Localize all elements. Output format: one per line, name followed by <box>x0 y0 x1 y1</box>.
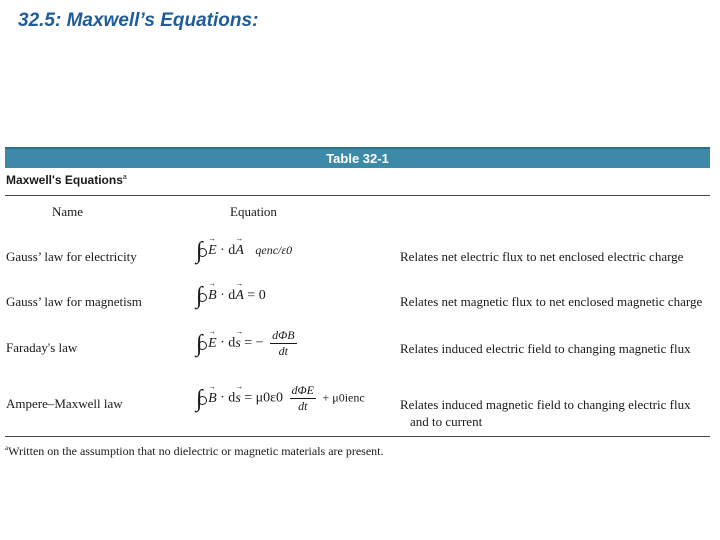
ampere-tail: + μ0ienc <box>322 390 365 405</box>
ampere-mid: = μ0ε0 <box>244 390 284 406</box>
row-name-faraday: Faraday's law <box>6 340 78 355</box>
ampere-denominator: dt <box>298 399 308 413</box>
faraday-rhs: = − <box>244 335 264 351</box>
row-desc-gauss-electricity: Relates net electric flux to net enclosed electric charge <box>400 249 684 264</box>
row-desc-faraday: Relates induced electric field to changing magnetic flux <box>400 341 691 356</box>
table-banner: Table 32-1 <box>5 147 710 168</box>
column-header-equation: Equation <box>230 204 277 219</box>
vector-b: → B <box>208 391 217 406</box>
footnote-marker: a <box>5 444 9 452</box>
row-desc-ampere-maxwell <box>400 396 691 430</box>
equation-gauss-electricity: ∫ → E · d→ A qenc/ε0 <box>196 239 292 263</box>
row-name-gauss-electricity: Gauss’ law for electricity <box>6 249 137 264</box>
faraday-denominator: dt <box>278 344 288 358</box>
vector-a: → A <box>235 243 244 258</box>
vector-s: → s <box>235 391 240 406</box>
equation-gauss-magnetism: ∫ → B · d→ A = 0 <box>196 284 266 308</box>
column-header-name: Name <box>52 204 84 219</box>
table-heading-text: Maxwell's Equations <box>6 173 123 187</box>
vector-a: → A <box>235 288 244 303</box>
ampere-numerator: dΦE <box>291 383 315 397</box>
faraday-numerator: dΦB <box>272 328 295 342</box>
row-desc-ampere-line1: Relates induced magnetic field to changing electric flux <box>400 397 691 412</box>
table-rule-top <box>5 195 710 196</box>
equation-faraday: ∫ → E · d→ s = − $\frac{\text{dΦB}}{dt}$ <box>196 328 300 359</box>
vector-e: → E <box>208 336 217 351</box>
gauss-magnetism-rhs: = 0 <box>247 288 266 304</box>
ampere-fraction <box>290 383 316 414</box>
table-rule-bottom <box>5 436 710 437</box>
closed-integral-symbol: ∫ <box>196 385 203 412</box>
footnote-text: Written on the assumption that no dielectric or magnetic materials are present. <box>8 444 384 458</box>
closed-integral-symbol: ∫ <box>196 238 203 264</box>
row-name-gauss-magnetism: Gauss’ law for magnetism <box>6 294 142 309</box>
slide-title: 32.5: Maxwell’s Equations: <box>18 10 259 31</box>
row-desc-gauss-magnetism: Relates net magnetic flux to net enclosed magnetic charge <box>400 294 703 309</box>
vector-e: → E <box>208 243 217 258</box>
row-name-ampere-maxwell: Ampere–Maxwell law <box>6 396 123 411</box>
gauss-electricity-rhs: qenc/ε0 <box>255 243 293 258</box>
faraday-fraction <box>270 328 296 359</box>
table-heading-marker: a <box>122 174 127 181</box>
equation-ampere-maxwell: ∫ → B · d→ s = μ0ε0 $\frac{\text{dΦE}}{dt}$ + μ0ienc <box>196 383 365 414</box>
vector-s: → s <box>235 336 240 351</box>
closed-integral-symbol: ∫ <box>196 330 203 357</box>
table-footnote <box>5 444 384 459</box>
vector-b: → B <box>208 288 217 303</box>
row-desc-ampere-line2: and to current <box>410 414 483 429</box>
table-heading <box>6 173 127 187</box>
closed-integral-symbol: ∫ <box>196 283 203 309</box>
